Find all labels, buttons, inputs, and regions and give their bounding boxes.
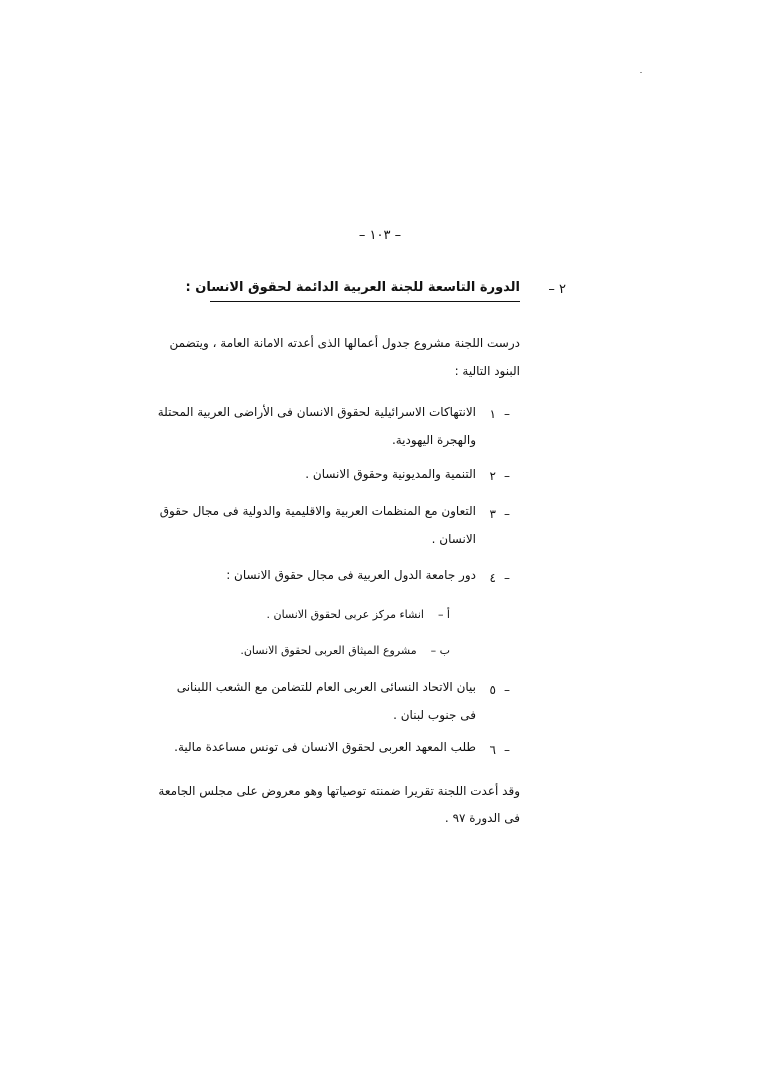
item-3-dash: – [504,507,510,521]
item-2-number: ٢ [489,469,496,483]
item-1-line-2: والهجرة اليهودية. [391,433,476,447]
subitem-a-text: انشاء مركز عربى لحقوق الانسان . [266,608,424,621]
subitem-b [240,644,450,657]
item-5-line-1: بيان الاتحاد النسائى العربى العام للتضامن مع الشعب اللبنانى [176,680,476,694]
section-number: ٢ – [548,282,566,297]
item-5-line-2: فى جنوب لبنان . [393,708,476,722]
item-5-number: ٥ [489,683,496,697]
subitem-a-label: أ – [437,608,450,621]
subitem-a [267,608,451,621]
item-2-line-1: التنمية والمديونية وحقوق الانسان . [305,467,476,481]
page-number: – ١٠٣ – [358,228,402,243]
item-5-dash: – [504,683,510,697]
closing-line-2: فى الدورة ٩٧ . [444,811,520,825]
intro-line-2: البنود التالية : [454,364,520,378]
item-3-line-2: الانسان . [431,532,476,546]
section-title: الدورة التاسعة للجنة العربية الدائمة لحقوق الانسان : [185,280,520,295]
item-4-number: ٤ [489,571,496,585]
intro-line-1: درست اللجنة مشروع جدول أعمالها الذى أعدته الامانة العامة ، ويتضمن [169,336,520,350]
item-4-line-1: دور جامعة الدول العربية فى مجال حقوق الانسان : [226,568,476,582]
subitem-b-text: مشروع الميثاق العربى لحقوق الانسان. [240,644,417,657]
item-1-number: ١ [489,407,496,421]
title-underline [210,301,520,302]
item-6-dash: – [504,743,510,757]
subitem-b-label: ب – [430,644,450,657]
closing-line-1: وقد أعدت اللجنة تقريرا ضمنته توصياتها وهو معروض على مجلس الجامعة [158,784,520,798]
item-3-number: ٣ [489,507,496,521]
item-6-line-1: طلب المعهد العربى لحقوق الانسان فى تونس مساعدة مالية. [174,740,476,754]
item-3-line-1: التعاون مع المنظمات العربية والاقليمية والدولية فى مجال حقوق [159,504,476,518]
scan-speck [640,72,642,73]
item-6-number: ٦ [489,743,496,757]
item-4-dash: – [504,571,510,585]
item-1-dash: – [504,407,510,421]
item-2-dash: – [504,469,510,483]
item-1-line-1: الانتهاكات الاسرائيلية لحقوق الانسان فى الأراضى العربية المحتلة [157,405,476,419]
